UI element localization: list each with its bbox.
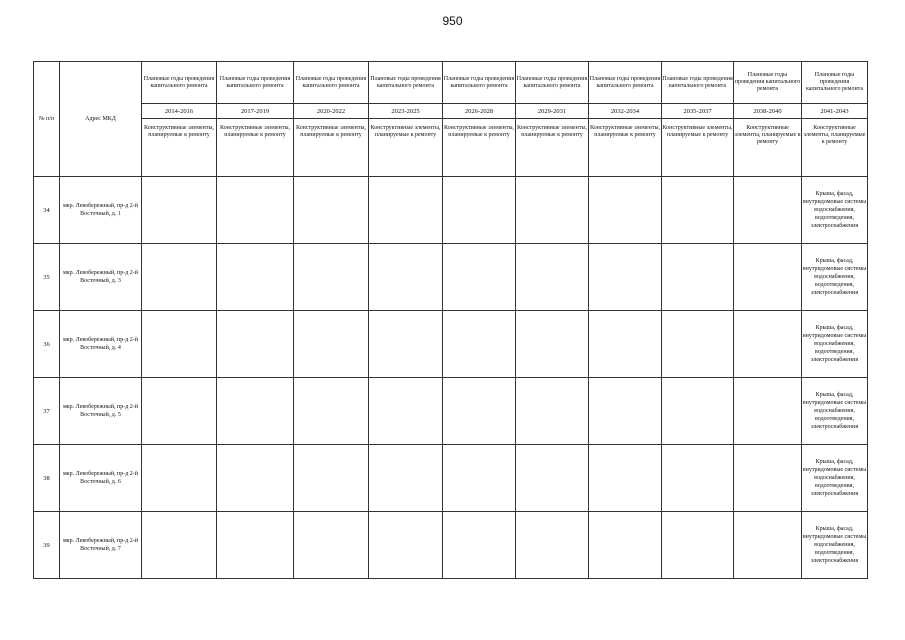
empty-cell	[662, 445, 734, 512]
header-period-title: Плановые годы проведения капитального ремонта	[369, 62, 443, 104]
empty-cell	[734, 445, 802, 512]
empty-cell	[589, 311, 662, 378]
header-period-title: Плановые годы проведения капитального ремонта	[217, 62, 294, 104]
table-row	[34, 311, 868, 378]
empty-cell	[734, 244, 802, 311]
empty-cell	[589, 512, 662, 579]
empty-cell	[369, 177, 443, 244]
empty-cell	[294, 378, 369, 445]
header-elements: Конструктивные элементы, планируемые к ремонту	[294, 119, 369, 177]
empty-cell	[443, 177, 516, 244]
row-number: 39	[34, 512, 60, 579]
empty-cell	[142, 311, 217, 378]
header-years: 2041-2043	[802, 104, 868, 119]
empty-cell	[294, 177, 369, 244]
empty-cell	[294, 512, 369, 579]
header-years: 2038-2040	[734, 104, 802, 119]
header-elements: Конструктивные элементы, планируемые к ремонту	[516, 119, 589, 177]
row-repair-elements: Крыша, фасад, внутридомовые системы водоснабжения, водоотведения, электроснабжения	[802, 177, 868, 244]
empty-cell	[142, 177, 217, 244]
header-elements: Конструктивные элементы, планируемые к ремонту	[142, 119, 217, 177]
empty-cell	[443, 311, 516, 378]
empty-cell	[217, 445, 294, 512]
empty-cell	[217, 244, 294, 311]
empty-cell	[734, 177, 802, 244]
header-years: 2029-2031	[516, 104, 589, 119]
empty-cell	[516, 311, 589, 378]
empty-cell	[516, 378, 589, 445]
header-address: Адрес МКД	[60, 62, 142, 177]
row-number: 35	[34, 244, 60, 311]
empty-cell	[662, 244, 734, 311]
row-address: мкр. Левобережный, пр-д 2-й Восточный, д. 7	[60, 512, 142, 579]
empty-cell	[217, 378, 294, 445]
header-period-title: Плановые годы проведения капитального ремонта	[734, 62, 802, 104]
header-period-title: Плановые годы проведения капитального ремонта	[294, 62, 369, 104]
row-repair-elements: Крыша, фасад, внутридомовые системы водоснабжения, водоотведения, электроснабжения	[802, 244, 868, 311]
header-elements: Конструктивные элементы, планируемые к ремонту	[662, 119, 734, 177]
empty-cell	[589, 177, 662, 244]
empty-cell	[443, 378, 516, 445]
empty-cell	[217, 311, 294, 378]
empty-cell	[516, 512, 589, 579]
empty-cell	[369, 512, 443, 579]
header-elements: Конструктивные элементы, планируемые к ремонту	[589, 119, 662, 177]
empty-cell	[662, 378, 734, 445]
empty-cell	[734, 311, 802, 378]
header-elements: Конструктивные элементы, планируемые к ремонту	[369, 119, 443, 177]
header-period-title: Плановые годы проведения капитального ремонта	[443, 62, 516, 104]
header-years: 2014-2016	[142, 104, 217, 119]
header-period-title: Плановые годы проведения капитального ремонта	[802, 62, 868, 104]
header-years: 2023-2025	[369, 104, 443, 119]
empty-cell	[734, 378, 802, 445]
row-number: 36	[34, 311, 60, 378]
row-address: мкр. Левобережный, пр-д 2-й Восточный, д. 3	[60, 244, 142, 311]
empty-cell	[294, 244, 369, 311]
row-repair-elements: Крыша, фасад, внутридомовые системы водоснабжения, водоотведения, электроснабжения	[802, 512, 868, 579]
table-row	[34, 378, 868, 445]
row-repair-elements: Крыша, фасад, внутридомовые системы водоснабжения, водоотведения, электроснабжения	[802, 445, 868, 512]
table-row	[34, 512, 868, 579]
empty-cell	[589, 378, 662, 445]
header-row-elements	[34, 119, 868, 177]
empty-cell	[142, 378, 217, 445]
empty-cell	[662, 311, 734, 378]
empty-cell	[294, 311, 369, 378]
header-years: 2026-2028	[443, 104, 516, 119]
empty-cell	[443, 512, 516, 579]
empty-cell	[662, 512, 734, 579]
header-years: 2032-2034	[589, 104, 662, 119]
header-years: 2035-2037	[662, 104, 734, 119]
header-num: № п/п	[34, 62, 60, 177]
table-row	[34, 445, 868, 512]
empty-cell	[369, 378, 443, 445]
row-address: мкр. Левобережный, пр-д 2-й Восточный, д. 4	[60, 311, 142, 378]
capital-repair-table	[33, 61, 868, 579]
table-row	[34, 244, 868, 311]
empty-cell	[369, 445, 443, 512]
header-period-title: Плановые годы проведения капитального ремонта	[142, 62, 217, 104]
empty-cell	[217, 512, 294, 579]
header-years: 2017-2019	[217, 104, 294, 119]
row-address: мкр. Левобережный, пр-д 2-й Восточный, д. 6	[60, 445, 142, 512]
empty-cell	[589, 244, 662, 311]
empty-cell	[516, 445, 589, 512]
empty-cell	[516, 244, 589, 311]
row-number: 34	[34, 177, 60, 244]
row-number: 38	[34, 445, 60, 512]
header-years: 2020-2022	[294, 104, 369, 119]
empty-cell	[294, 445, 369, 512]
empty-cell	[142, 512, 217, 579]
header-row-titles	[34, 62, 868, 104]
header-period-title: Плановые годы проведения капитального ремонта	[662, 62, 734, 104]
header-elements: Конструктивные элементы, планируемые к ремонту	[802, 119, 868, 177]
row-address: мкр. Левобережный, пр-д 2-й Восточный, д. 5	[60, 378, 142, 445]
page-number: 950	[442, 14, 463, 28]
empty-cell	[142, 445, 217, 512]
empty-cell	[142, 244, 217, 311]
header-period-title: Плановые годы проведения капитального ремонта	[589, 62, 662, 104]
empty-cell	[516, 177, 589, 244]
row-repair-elements: Крыша, фасад, внутридомовые системы водоснабжения, водоотведения, электроснабжения	[802, 378, 868, 445]
header-row-years	[34, 104, 868, 119]
empty-cell	[369, 311, 443, 378]
table-row	[34, 177, 868, 244]
empty-cell	[369, 244, 443, 311]
row-number: 37	[34, 378, 60, 445]
row-repair-elements: Крыша, фасад, внутридомовые системы водоснабжения, водоотведения, электроснабжения	[802, 311, 868, 378]
empty-cell	[589, 445, 662, 512]
row-address: мкр. Левобережный, пр-д 2-й Восточный, д. 1	[60, 177, 142, 244]
empty-cell	[734, 512, 802, 579]
empty-cell	[443, 244, 516, 311]
header-elements: Конструктивные элементы, планируемые к ремонту	[443, 119, 516, 177]
empty-cell	[217, 177, 294, 244]
header-period-title: Плановые годы проведения капитального ремонта	[516, 62, 589, 104]
header-elements: Конструктивные элементы, планируемые к ремонту	[217, 119, 294, 177]
empty-cell	[662, 177, 734, 244]
empty-cell	[443, 445, 516, 512]
header-elements: Конструктивные элементы, планируемые к ремонту	[734, 119, 802, 177]
